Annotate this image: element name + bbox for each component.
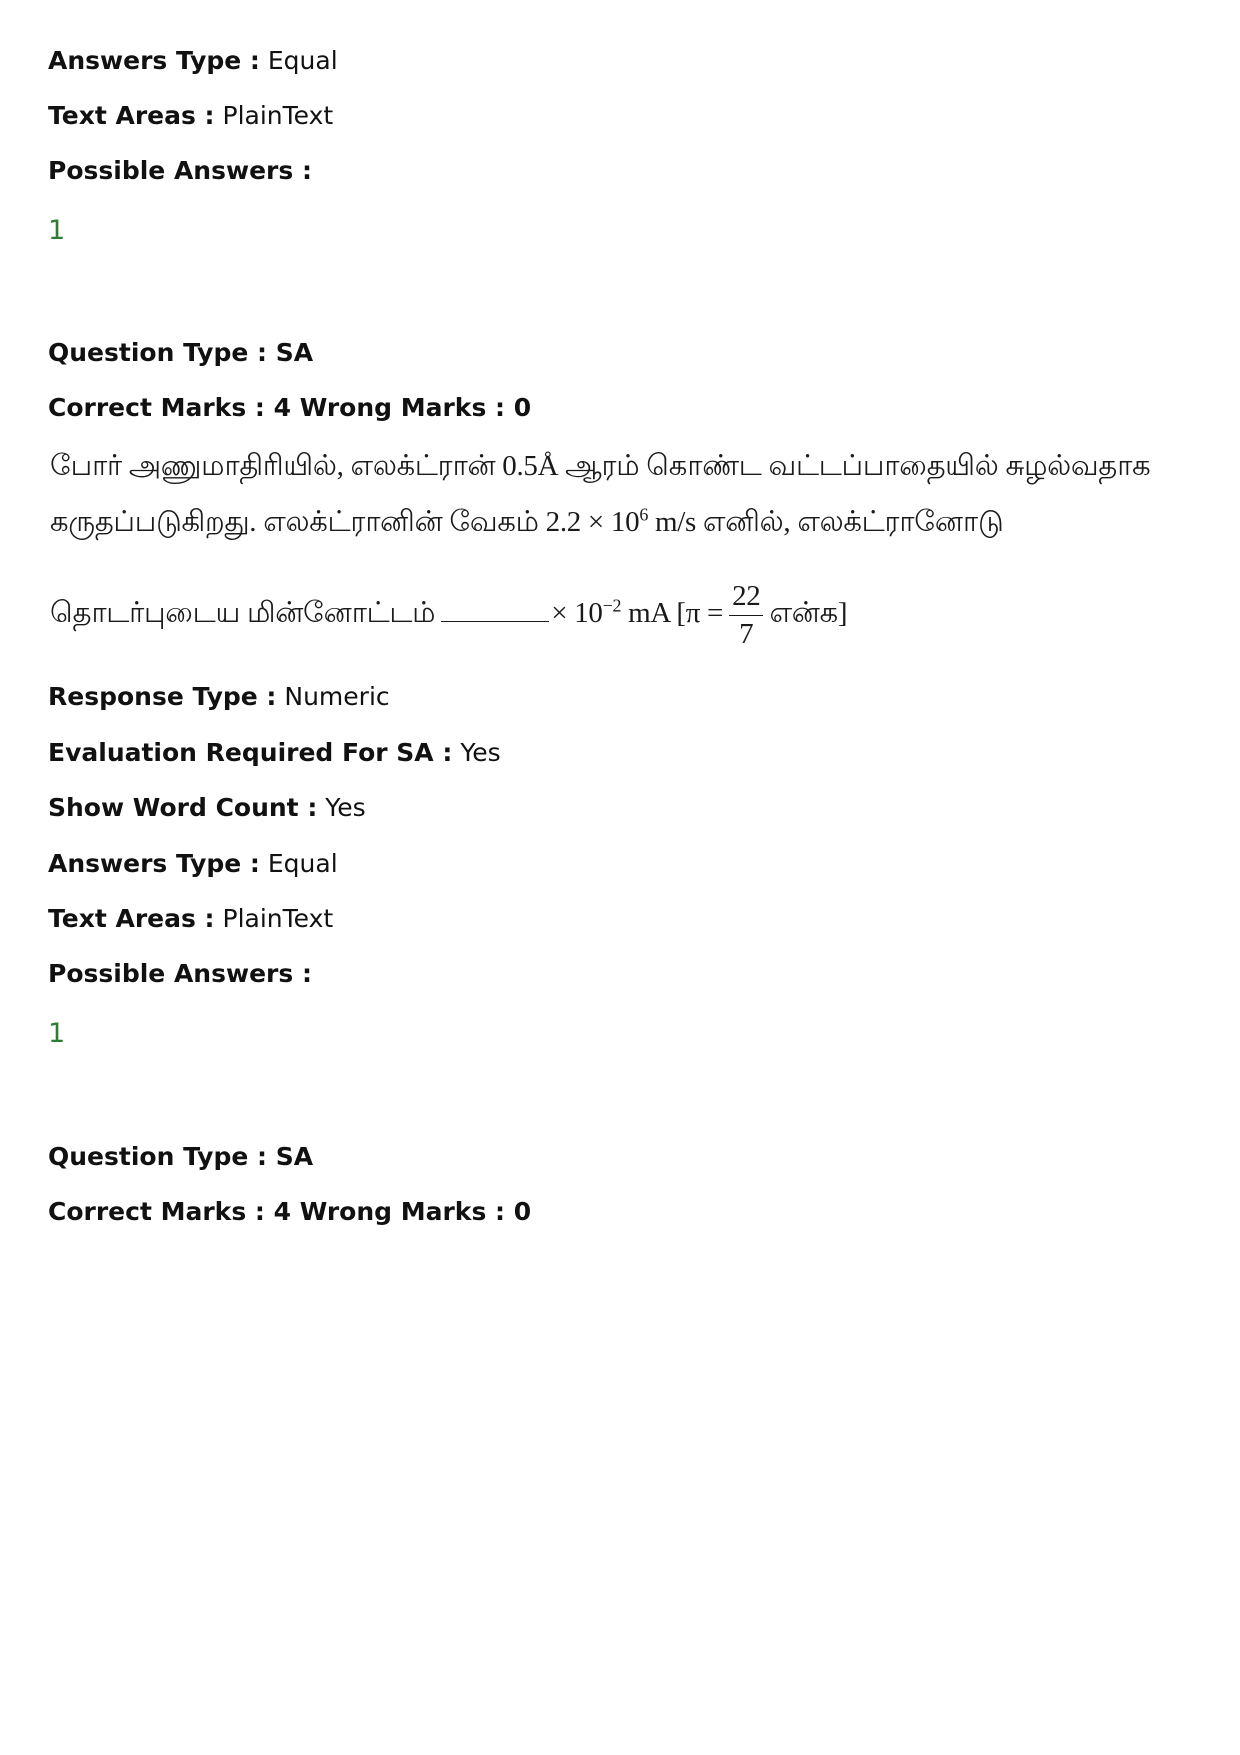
show-word-count-label: Show Word Count : [48, 793, 318, 822]
response-type-value: Numeric [284, 682, 390, 711]
question-text-line-3-start: தொடர்புடைய மின்னோட்டம் [50, 597, 436, 630]
show-word-count-row [48, 793, 366, 823]
marks-line: Correct Marks : 4 Wrong Marks : 0 [48, 393, 532, 422]
answers-type-label-2: Answers Type : [48, 849, 260, 878]
exponent-minus-2: −2 [602, 595, 622, 616]
question-type-2: Question Type : SA [48, 1142, 314, 1171]
answers-type-row [48, 46, 338, 76]
question-text-line-3 [50, 582, 847, 649]
question-text-line-1: போர் அணுமாதிரியில், எலக்ட்ரான் 0.5Å ஆரம் கொண்ட வட்டப்பாதையில் சுழல்வதாக [50, 450, 1151, 482]
question-text-line-2-start: கருதப்படுகிறது. எலக்ட்ரானின் வேகம் 2.2 × 10 [50, 506, 640, 538]
response-type-row [48, 682, 390, 712]
question-text-line-3-end: என்க] [769, 597, 848, 630]
response-type-label: Response Type : [48, 682, 277, 711]
evaluation-required-value: Yes [460, 738, 501, 767]
text-areas-label: Text Areas : [48, 101, 215, 130]
fraction-numerator: 22 [729, 582, 763, 616]
answers-type-value: Equal [267, 46, 338, 75]
text-areas-value-2: PlainText [222, 904, 334, 933]
unit-and-pi-text: mA [π = [621, 597, 724, 630]
multiplier-text: × 10 [551, 597, 603, 630]
show-word-count-value: Yes [325, 793, 366, 822]
answers-type-row-2 [48, 849, 338, 879]
possible-answers-row [48, 156, 312, 186]
possible-answers-label-2: Possible Answers : [48, 959, 312, 988]
text-areas-value: PlainText [222, 101, 334, 130]
possible-answers-label: Possible Answers : [48, 156, 312, 185]
text-areas-label-2: Text Areas : [48, 904, 215, 933]
answers-type-value-2: Equal [267, 849, 338, 878]
evaluation-required-row [48, 738, 501, 768]
possible-answers-row-2 [48, 959, 312, 989]
answer-blank [441, 597, 549, 622]
answers-type-label: Answers Type : [48, 46, 260, 75]
question-type: Question Type : SA [48, 338, 314, 367]
possible-answer-value-2: 1 [48, 1018, 66, 1049]
pi-fraction [729, 582, 763, 649]
text-areas-row-2 [48, 904, 333, 934]
possible-answer-value: 1 [48, 215, 66, 246]
question-text-line-2-end: m/s எனில், எலக்ட்ரானோடு [648, 506, 1004, 538]
text-areas-row [48, 101, 333, 131]
question-text-line-2 [50, 506, 1003, 542]
exponent-6: 6 [639, 504, 649, 525]
evaluation-required-label: Evaluation Required For SA : [48, 738, 453, 767]
fraction-denominator: 7 [739, 618, 754, 650]
marks-line-2: Correct Marks : 4 Wrong Marks : 0 [48, 1197, 532, 1226]
